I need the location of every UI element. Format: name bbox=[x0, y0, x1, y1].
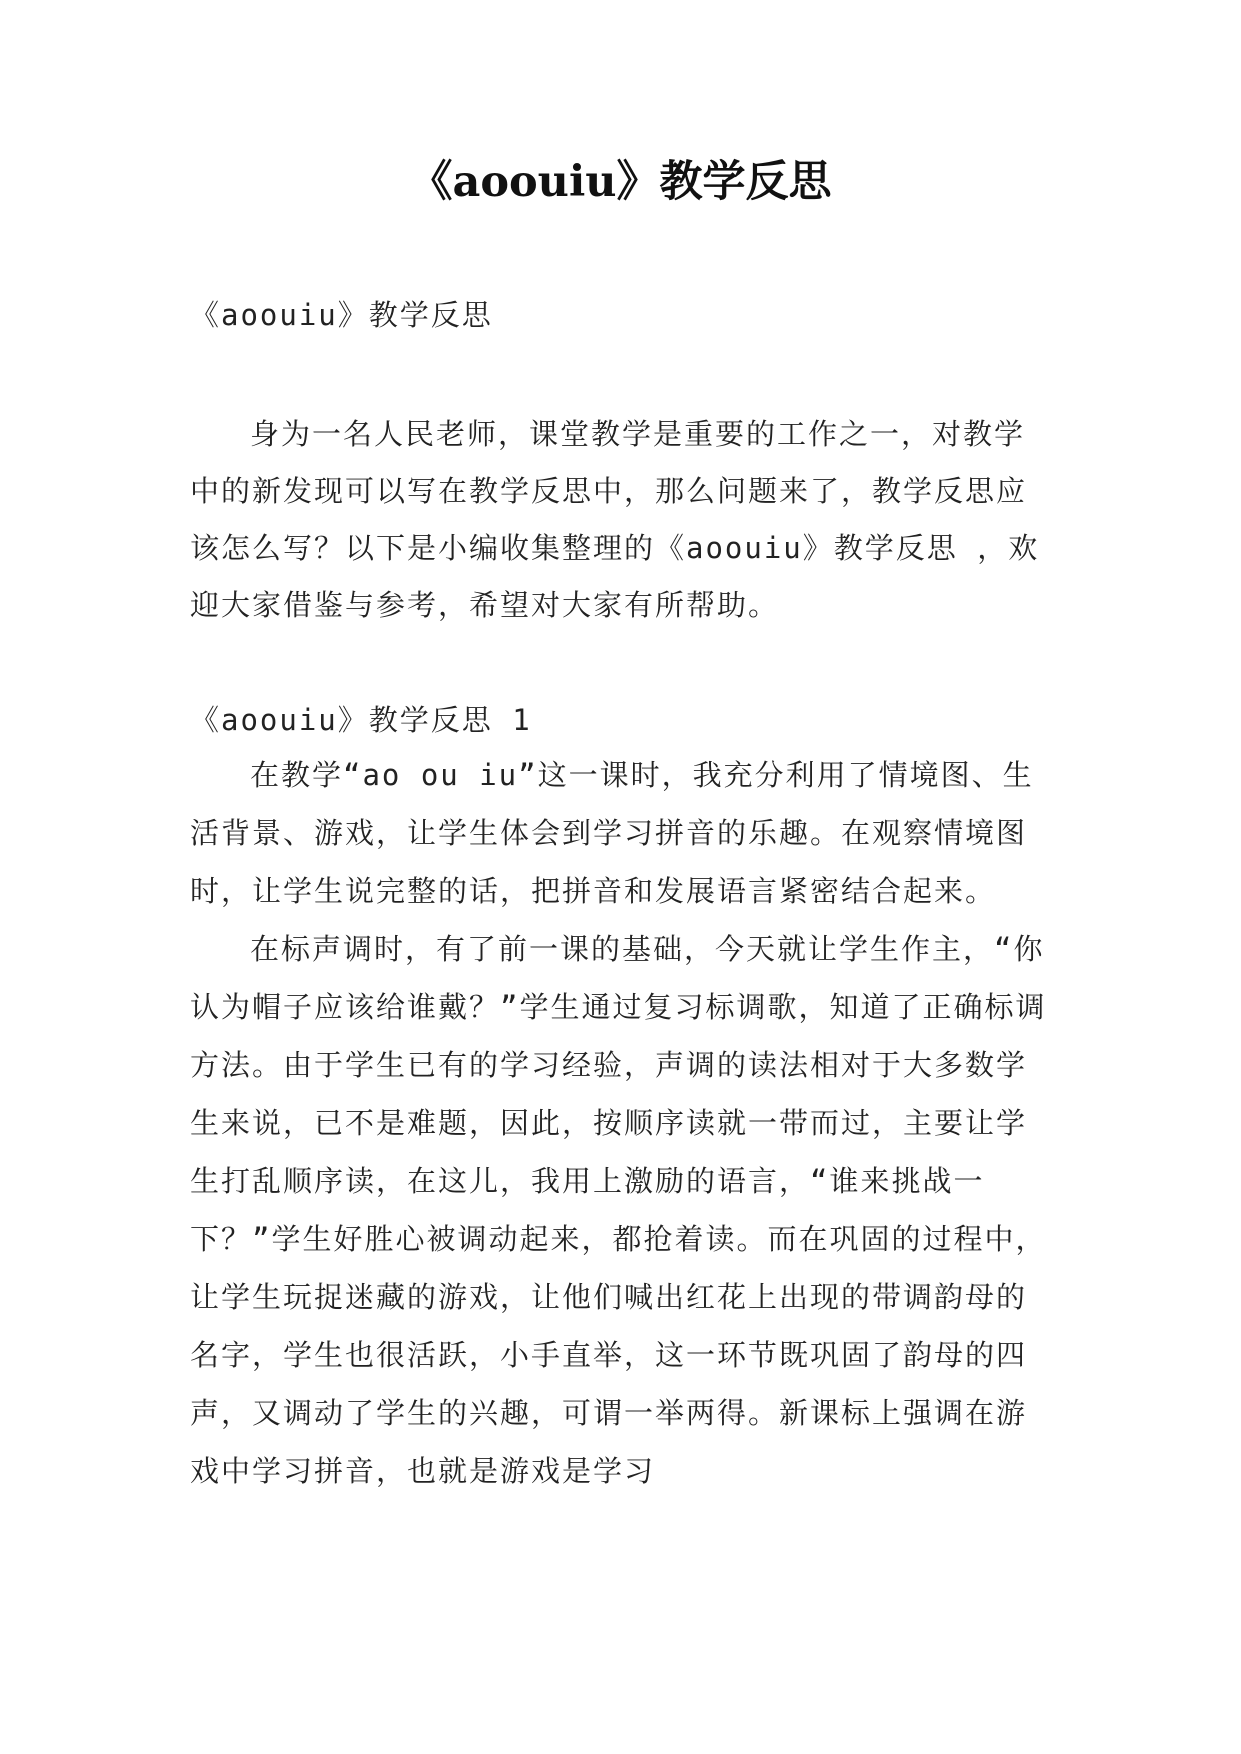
section-body bbox=[190, 746, 1050, 1500]
intro-paragraph: 身为一名人民老师，课堂教学是重要的工作之一，对教学中的新发现可以写在教学反思中，那么问题来了，教学反思应该怎么写？以下是小编收集整理的《aoouiu》教学反思 ，欢迎大家借鉴与参考，希望对大家有所帮助。 bbox=[190, 417, 1040, 622]
document-subtitle: 《aoouiu》教学反思 bbox=[190, 298, 493, 332]
document-title: 《aoouiu》教学反思 bbox=[409, 157, 832, 207]
section-paragraph: 在教学“ao ou iu”这一课时，我充分利用了情境图、生活背景、游戏，让学生体会到学习拼音的乐趣。在观察情境图时，让学生说完整的话，把拼音和发展语言紧密结合起来。 bbox=[190, 758, 1034, 908]
section-heading: 《aoouiu》教学反思 1 bbox=[190, 703, 532, 737]
section-paragraph: 在标声调时，有了前一课的基础，今天就让学生作主，“你认为帽子应该给谁戴？”学生通过复习标调歌，知道了正确标调方法。由于学生已有的学习经验，声调的读法相对于大多数学生来说，已不是难题，因此，按顺序读就一带而过，主要让学生打乱顺序读，在这儿，我用上激励的语言，“谁来挑战一下？”学生好胜心被调动起来，都抢着读。而在巩固的过程中，让学生玩捉迷藏的游戏，让他们喊出红花上出现的带调韵母的名字，学生也很活跃，小手直举，这一环节既巩固了韵母的四声，又调动了学生的兴趣，可谓一举两得。新课标上强调在游戏中学习拼音，也就是游戏是学习 bbox=[190, 932, 1047, 1488]
